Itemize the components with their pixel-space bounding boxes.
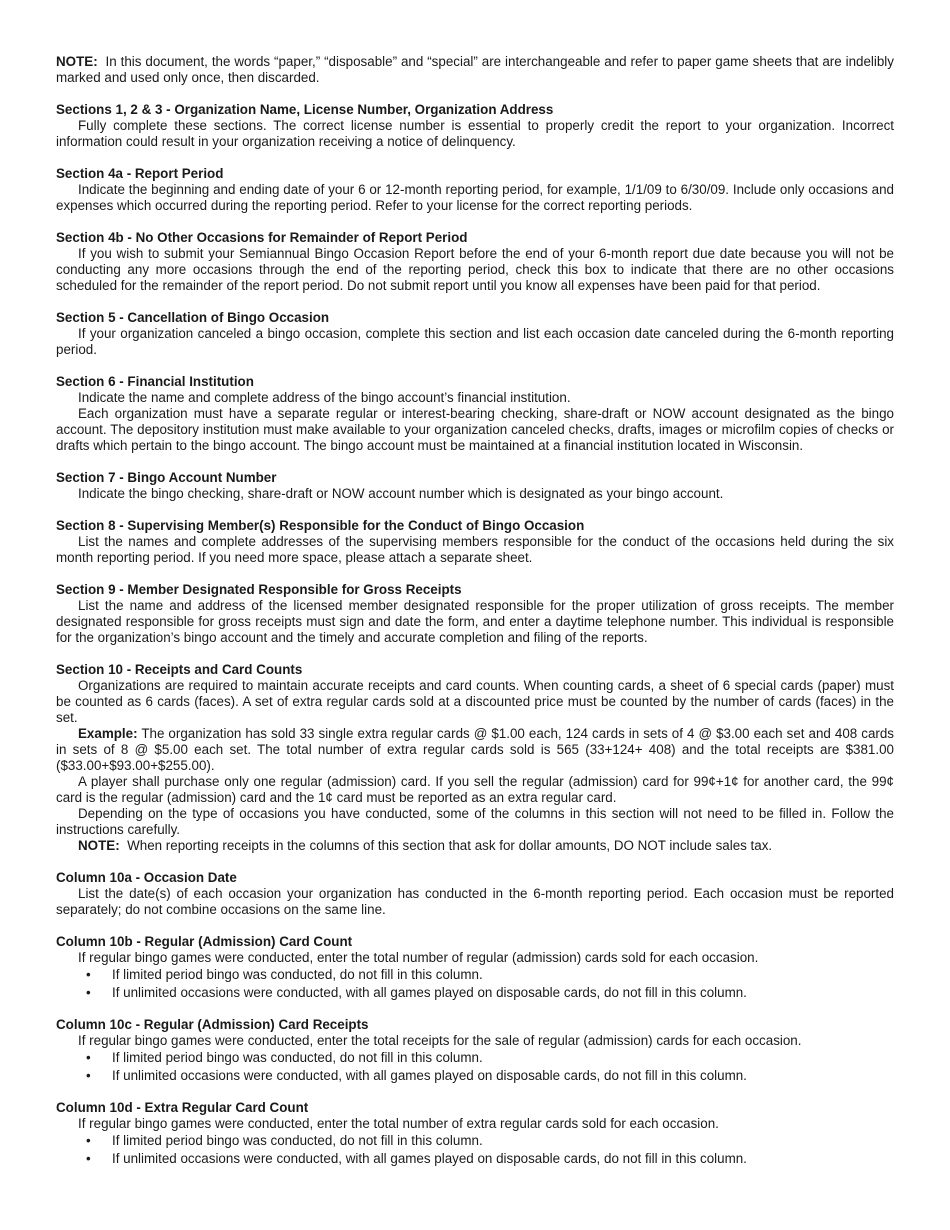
section-heading: Column 10b - Regular (Admission) Card Count xyxy=(56,934,353,949)
list-item-text: If unlimited occasions were conducted, with all games played on disposable cards, do not fill in this column. xyxy=(112,1151,747,1166)
note-text: When reporting receipts in the columns of this section that ask for dollar amounts, DO NOT include sales tax. xyxy=(127,838,773,853)
section-heading: Section 4a - Report Period xyxy=(56,166,224,181)
bullet-icon: • xyxy=(86,1068,91,1083)
list-item-text: If limited period bingo was conducted, do not fill in this column. xyxy=(112,967,483,982)
section-heading: Section 9 - Member Designated Responsible for Gross Receipts xyxy=(56,582,462,597)
section-paragraph: If regular bingo games were conducted, enter the total receipts for the sale of regular (admission) cards for each occasion. xyxy=(78,1033,802,1048)
list-item-text: If limited period bingo was conducted, do not fill in this column. xyxy=(112,1133,483,1148)
section-paragraph: Indicate the name and complete address of the bingo account’s financial institution. xyxy=(78,390,571,405)
section-paragraph: Organizations are required to maintain accurate receipts and card counts. When counting cards, a sheet of 6 special cards (paper) must be counted as 6 cards (faces). A set of extra regular cards sold at a discounted price must be counted by the number of cards (faces) in the set. xyxy=(56,678,894,725)
section-8 xyxy=(56,518,894,566)
section-4b xyxy=(56,230,894,294)
list-item-text: If limited period bingo was conducted, do not fill in this column. xyxy=(112,1050,483,1065)
intro-note xyxy=(56,54,894,86)
section-paragraph: If you wish to submit your Semiannual Bingo Occasion Report before the end of your 6-month report due date because you will not be conducting any more occasions through the end of the reporting period, check this box to indicate that there are no other occasions scheduled for the remainder of the report period. Do not submit report until you know all expenses have been paid for that period. xyxy=(56,246,894,293)
bullet-icon: • xyxy=(86,1050,91,1065)
section-paragraph: Fully complete these sections. The correct license number is essential to properly credit the report to your organization. Incorrect information could result in your organization receiving a notice of delinquency. xyxy=(56,118,894,149)
section-heading: Section 6 - Financial Institution xyxy=(56,374,254,389)
section-paragraph: List the name and address of the licensed member designated responsible for the proper utilization of gross receipts. The member designated responsible for gross receipts must sign and date the form, and enter a daytime telephone number. This individual is responsible for the organization’s bingo account and the timely and accurate completion and filing of the reports. xyxy=(56,598,894,645)
section-1-2-3 xyxy=(56,102,894,150)
section-paragraph: Indicate the bingo checking, share-draft or NOW account number which is designated as your bingo account. xyxy=(78,486,724,501)
list-item xyxy=(86,985,894,1001)
section-heading: Section 10 - Receipts and Card Counts xyxy=(56,662,303,677)
bullet-icon: • xyxy=(86,1151,91,1166)
section-4a xyxy=(56,166,894,214)
section-paragraph: If regular bingo games were conducted, enter the total number of extra regular cards sold for each occasion. xyxy=(78,1116,719,1131)
bullet-icon: • xyxy=(86,967,91,982)
section-paragraph: If regular bingo games were conducted, enter the total number of regular (admission) cards sold for each occasion. xyxy=(78,950,759,965)
bullet-icon: • xyxy=(86,1133,91,1148)
section-paragraph: A player shall purchase only one regular (admission) card. If you sell the regular (admission) card for 99¢+1¢ for another card, the 99¢ card is the regular (admission) card and the 1¢ card must be reported as an extra regular card. xyxy=(56,774,894,805)
list-item xyxy=(86,967,894,983)
section-paragraph: List the names and complete addresses of the supervising members responsible for the conduct of the occasions held during the six month reporting period. If you need more space, please attach a separate sheet. xyxy=(56,534,894,565)
list-item-text: If unlimited occasions were conducted, with all games played on disposable cards, do not fill in this column. xyxy=(112,985,747,1000)
column-10a xyxy=(56,870,894,918)
list-item xyxy=(86,1050,894,1066)
section-10 xyxy=(56,662,894,854)
section-heading: Column 10a - Occasion Date xyxy=(56,870,237,885)
list-item xyxy=(86,1068,894,1084)
example-text: The organization has sold 33 single extra regular cards @ $1.00 each, 124 cards in sets of 4 @ $3.00 each set and 408 cards in sets of 8 @ $5.00 each set. The total number of extra regular cards sold is 565 (33+124+ 408) and the total receipts are $381.00 ($33.00+$93.00+$255.00). xyxy=(56,726,894,773)
section-6 xyxy=(56,374,894,454)
column-10d xyxy=(56,1100,894,1167)
section-paragraph: If your organization canceled a bingo occasion, complete this section and list each occasion date canceled during the 6-month reporting period. xyxy=(56,326,894,357)
list-item-text: If unlimited occasions were conducted, with all games played on disposable cards, do not fill in this column. xyxy=(112,1068,747,1083)
section-9 xyxy=(56,582,894,646)
section-heading: Section 4b - No Other Occasions for Remainder of Report Period xyxy=(56,230,468,245)
note-label: NOTE: xyxy=(78,838,120,853)
intro-note-label: NOTE: xyxy=(56,54,98,69)
section-heading: Sections 1, 2 & 3 - Organization Name, License Number, Organization Address xyxy=(56,102,554,117)
intro-note-text: In this document, the words “paper,” “disposable” and “special” are interchangeable and refer to paper game sheets that are indelibly marked and used only once, then discarded. xyxy=(56,54,894,85)
section-paragraph: Each organization must have a separate regular or interest-bearing checking, share-draft or NOW account designated as the bingo account. The depository institution must make available to your organization canceled checks, drafts, images or microfilm copies of checks or drafts which pertain to the bingo account. The bingo account must be maintained at a financial institution located in Wisconsin. xyxy=(56,406,894,453)
example-paragraph xyxy=(56,726,894,774)
bullet-list xyxy=(56,1050,894,1084)
bullet-icon: • xyxy=(86,985,91,1000)
list-item xyxy=(86,1133,894,1149)
example-label: Example: xyxy=(78,726,138,741)
section-paragraph: List the date(s) of each occasion your organization has conducted in the 6-month reporting period. Each occasion must be reported separately; do not combine occasions on the same line. xyxy=(56,886,894,917)
section-5 xyxy=(56,310,894,358)
section-heading: Section 7 - Bingo Account Number xyxy=(56,470,277,485)
section-heading: Section 5 - Cancellation of Bingo Occasion xyxy=(56,310,330,325)
section-heading: Column 10d - Extra Regular Card Count xyxy=(56,1100,309,1115)
section-paragraph: Indicate the beginning and ending date of your 6 or 12-month reporting period, for example, 1/1/09 to 6/30/09. Include only occasions and expenses which occurred during the reporting period. Refer to your license for the correct reporting periods. xyxy=(56,182,894,213)
list-item xyxy=(86,1151,894,1167)
bullet-list xyxy=(56,1133,894,1167)
note-paragraph xyxy=(56,838,894,854)
section-paragraph: Depending on the type of occasions you have conducted, some of the columns in this section will not need to be filled in. Follow the instructions carefully. xyxy=(56,806,894,837)
section-heading: Column 10c - Regular (Admission) Card Receipts xyxy=(56,1017,369,1032)
section-7 xyxy=(56,470,894,502)
column-10b xyxy=(56,934,894,1001)
column-10c xyxy=(56,1017,894,1084)
section-heading: Section 8 - Supervising Member(s) Responsible for the Conduct of Bingo Occasion xyxy=(56,518,585,533)
bullet-list xyxy=(56,967,894,1001)
